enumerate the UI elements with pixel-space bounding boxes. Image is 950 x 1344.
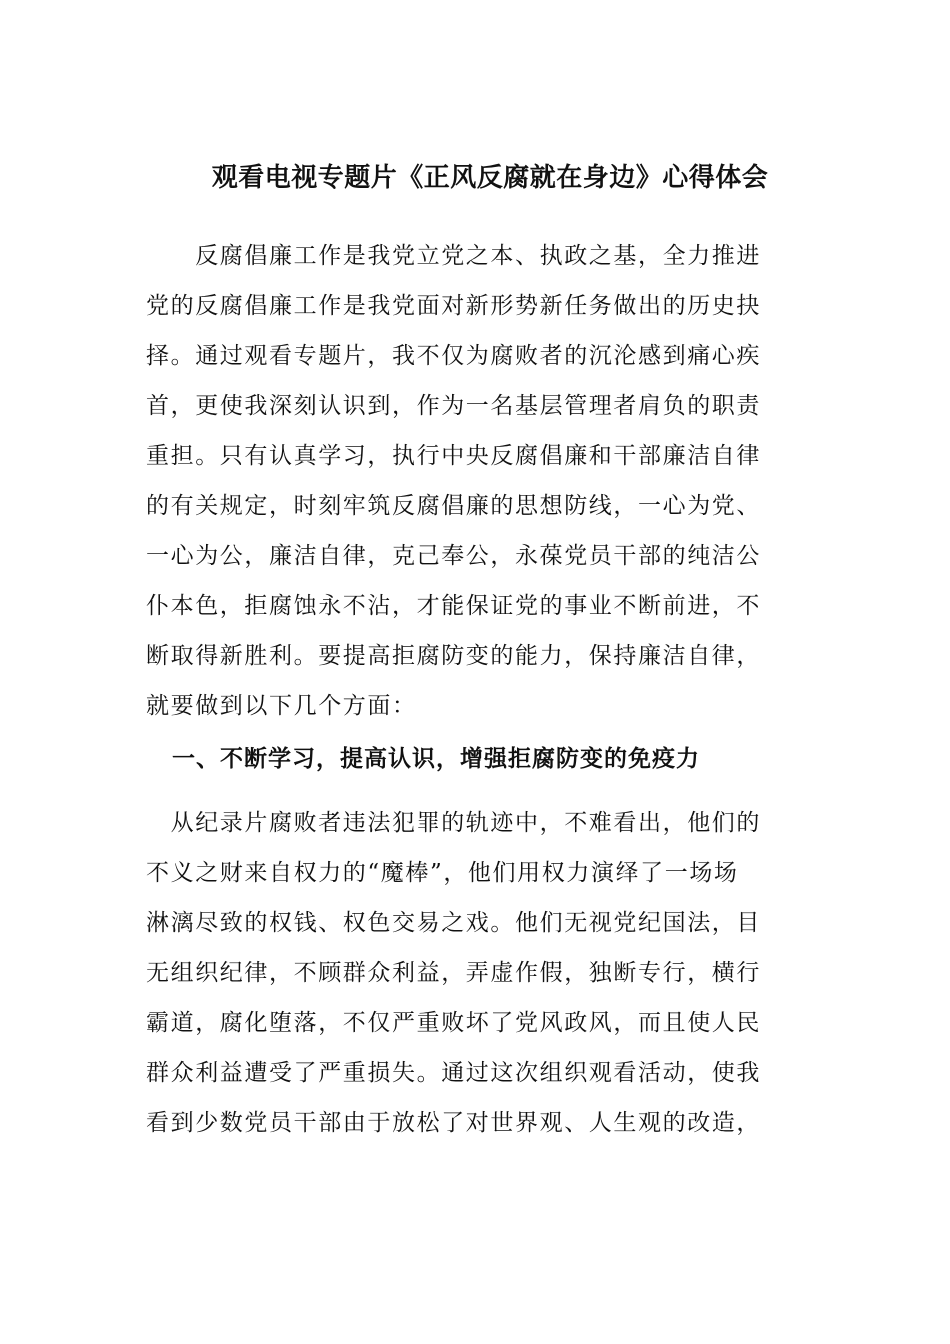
text-line: 群众利益遭受了严重损失。通过这次组织观看活动，使我 (146, 1060, 761, 1086)
section-heading: 一、不断学习，提高认识，增强拒腐防变的免疫力 (172, 745, 700, 772)
text-line: 淋漓尽致的权钱、权色交易之戏。他们无视党纪国法，目 (146, 910, 761, 936)
text-line: 看到少数党员干部由于放松了对世界观、人生观的改造， (146, 1110, 761, 1136)
text-line: 霸道，腐化堕落，不仅严重败坏了党风政风，而且使人民 (146, 1010, 761, 1036)
text-line: 就要做到以下几个方面： (146, 693, 417, 719)
text-line: 重担。只有认真学习，执行中央反腐倡廉和干部廉洁自律 (146, 443, 761, 469)
text-line: 一心为公，廉洁自律，克己奉公，永葆党员干部的纯洁公 (146, 543, 761, 569)
paragraph-section-1 (146, 798, 786, 1148)
text-line: 从纪录片腐败者违法犯罪的轨迹中，不难看出，他们的 (146, 810, 761, 836)
text-line: 首，更使我深刻认识到，作为一名基层管理者肩负的职责 (146, 393, 761, 419)
text-line: 不义之财来自权力的“魔棒”，他们用权力演绎了一场场 (146, 860, 739, 886)
text-line: 仆本色，拒腐蚀永不沾，才能保证党的事业不断前进，不 (146, 593, 761, 619)
text-line: 择。通过观看专题片，我不仅为腐败者的沉沦感到痛心疾 (146, 343, 761, 369)
document-title: 观看电视专题片《正风反腐就在身边》心得体会 (211, 163, 769, 194)
text-line: 断取得新胜利。要提高拒腐防变的能力，保持廉洁自律， (146, 643, 761, 669)
text-line: 反腐倡廉工作是我党立党之本、执政之基，全力推进 (146, 243, 761, 269)
text-line: 无组织纪律，不顾群众利益，弄虚作假，独断专行，横行 (146, 960, 761, 986)
paragraph-intro (146, 231, 786, 731)
text-line: 党的反腐倡廉工作是我党面对新形势新任务做出的历史抉 (146, 293, 761, 319)
text-line: 的有关规定，时刻牢筑反腐倡廉的思想防线，一心为党、 (146, 493, 761, 519)
